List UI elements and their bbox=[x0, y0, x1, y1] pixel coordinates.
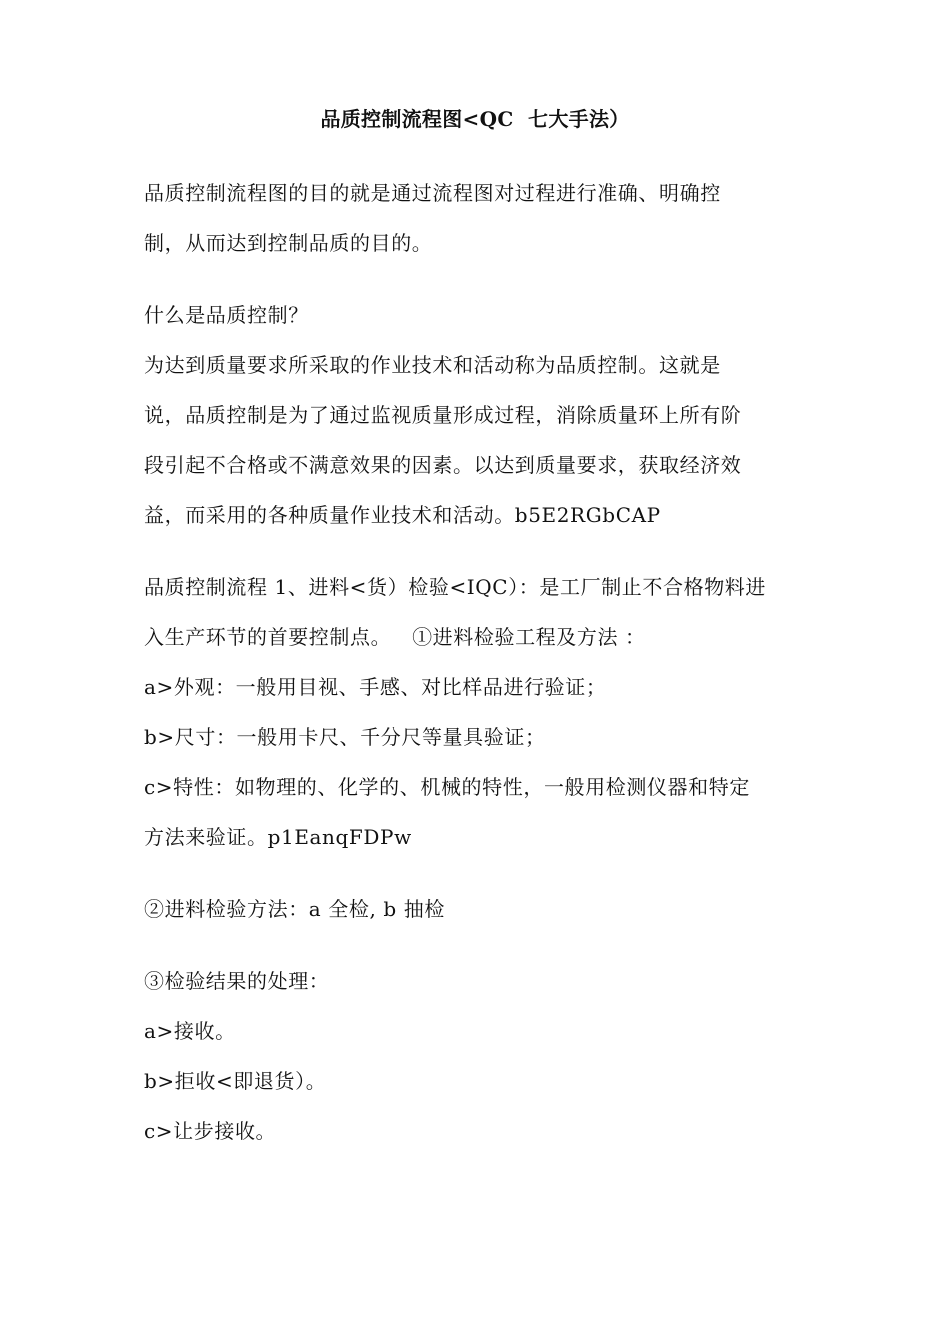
paragraph-line-definition-2: 说，品质控制是为了通过监视质量形成过程，消除质量环上所有阶 bbox=[144, 403, 742, 427]
list-item-reject: b>拒收<即退货）。 bbox=[144, 1069, 327, 1093]
section-question: 什么是品质控制？ bbox=[144, 303, 309, 327]
list-item-dimension: b>尺寸：一般用卡尺、千分尺等量具验证； bbox=[144, 725, 546, 749]
list-item-concession: c>让步接收。 bbox=[144, 1119, 277, 1143]
list-item-accept: a>接收。 bbox=[144, 1019, 236, 1043]
list-item-appearance: a>外观：一般用目视、手感、对比样品进行验证； bbox=[144, 675, 607, 699]
document-title: 品质控制流程图<QC 七大手法） bbox=[320, 107, 630, 131]
paragraph-line-iqc-1: 品质控制流程 1、进料<货）检验<IQC）：是工厂制止不合格物料进 bbox=[144, 575, 766, 599]
list-item-characteristic-2: 方法来验证。p1EanqFDPw bbox=[144, 825, 412, 849]
paragraph-line-definition-4: 益，而采用的各种质量作业技术和活动。b5E2RGbCAP bbox=[144, 503, 661, 527]
paragraph-inspection-method: ②进料检验方法：a 全检, b 抽检 bbox=[144, 897, 445, 921]
paragraph-line-iqc-2: 入生产环节的首要控制点。 ①进料检验工程及方法 ： bbox=[144, 625, 646, 649]
paragraph-line-definition-1: 为达到质量要求所采取的作业技术和活动称为品质控制。这就是 bbox=[144, 353, 721, 377]
paragraph-result-handling: ③检验结果的处理： bbox=[144, 969, 330, 993]
list-item-characteristic-1: c>特性：如物理的、化学的、机械的特性，一般用检测仪器和特定 bbox=[144, 775, 750, 799]
paragraph-line-purpose-2: 制，从而达到控制品质的目的。 bbox=[144, 231, 433, 255]
paragraph-line-purpose-1: 品质控制流程图的目的就是通过流程图对过程进行准确、明确控 bbox=[144, 181, 721, 205]
paragraph-line-definition-3: 段引起不合格或不满意效果的因素。以达到质量要求，获取经济效 bbox=[144, 453, 742, 477]
